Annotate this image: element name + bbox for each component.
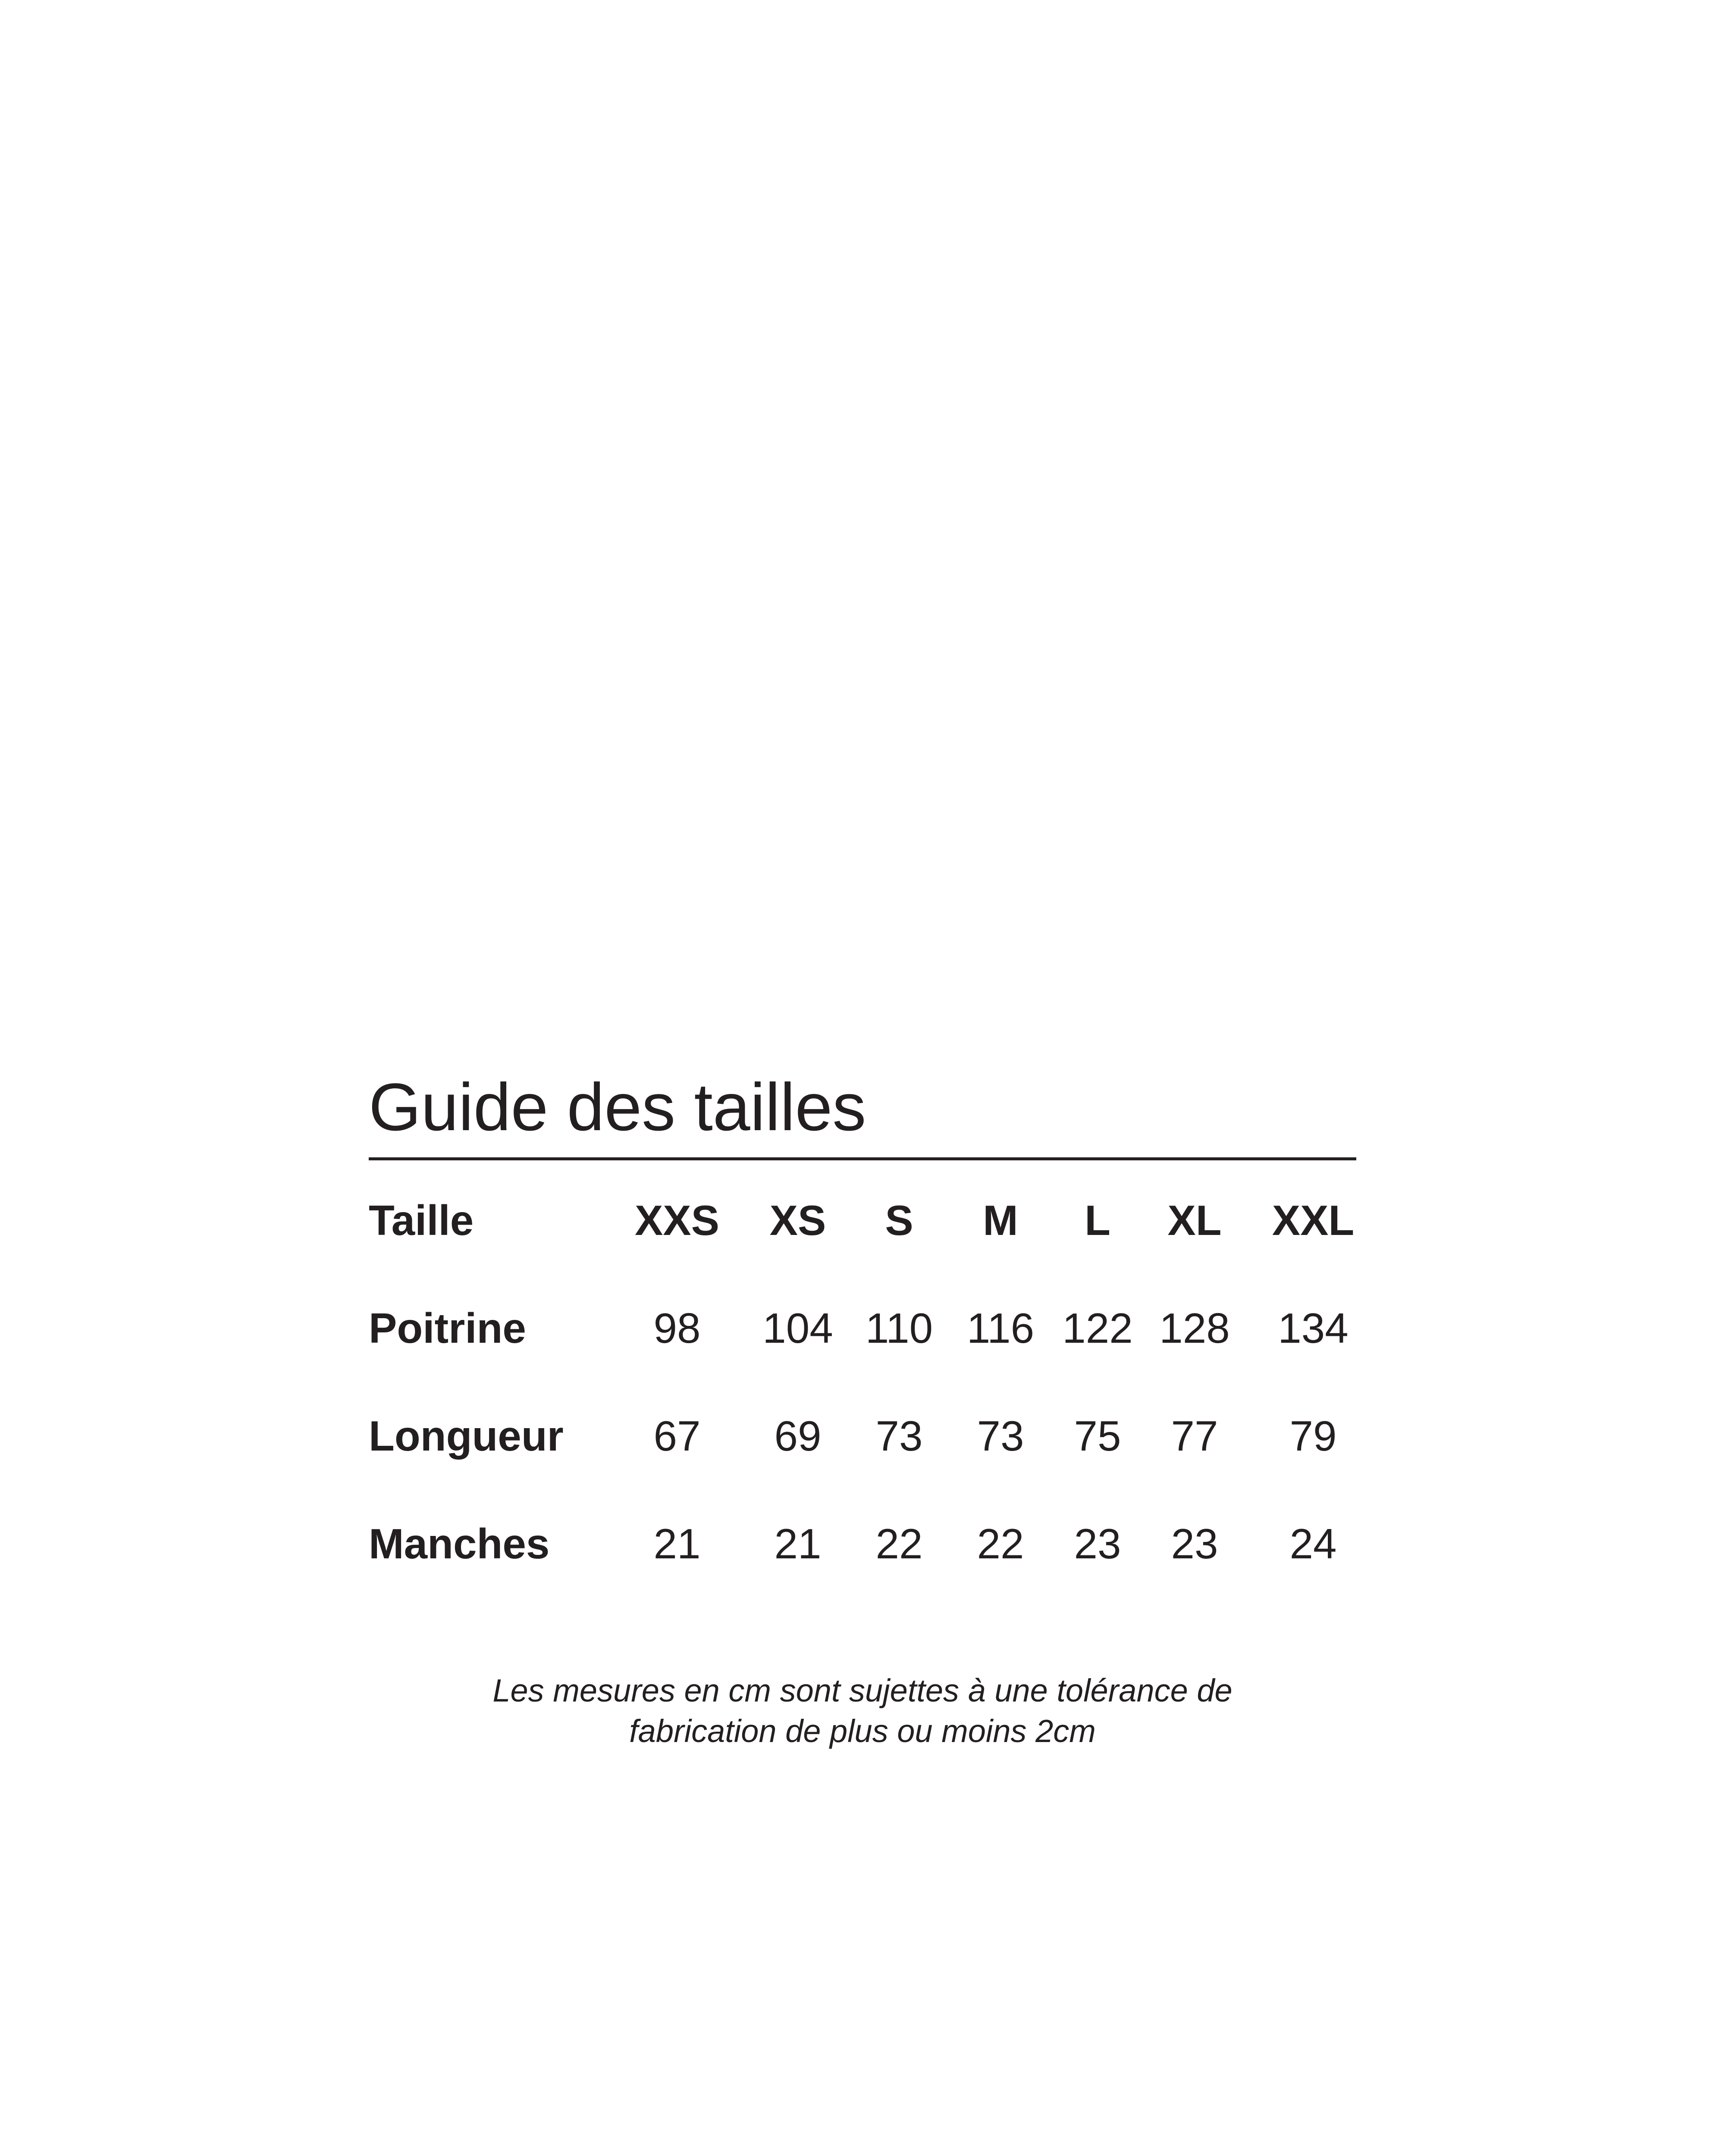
tolerance-note <box>369 1670 1356 1752</box>
size-xl: XL <box>1167 1197 1222 1244</box>
table-cell: 21 <box>653 1520 701 1567</box>
size-xs: XS <box>769 1197 826 1244</box>
table-cell: 73 <box>875 1412 923 1460</box>
page-title: Guide des tailles <box>369 1074 1356 1160</box>
table-cell: 24 <box>1289 1520 1337 1567</box>
table-cell: 98 <box>653 1304 701 1352</box>
row-label-manches: Manches <box>369 1520 550 1567</box>
table-cell: 116 <box>966 1304 1035 1352</box>
table-cell: 77 <box>1171 1412 1218 1460</box>
table-cell: 128 <box>1159 1304 1230 1352</box>
tolerance-note-line-1: Les mesures en cm sont sujettes à une tolérance de <box>492 1673 1233 1708</box>
size-table <box>369 1160 1356 1592</box>
tolerance-note-line-2: fabrication de plus ou moins 2cm <box>629 1713 1096 1749</box>
table-cell: 23 <box>1171 1520 1218 1567</box>
size-xxs: XXS <box>634 1197 720 1244</box>
table-cell: 23 <box>1074 1520 1121 1567</box>
size-m: M <box>983 1197 1018 1244</box>
table-cell: 104 <box>762 1304 833 1352</box>
table-cell: 67 <box>653 1412 701 1460</box>
size-s: S <box>885 1197 913 1244</box>
table-cell: 22 <box>977 1520 1024 1567</box>
size-l: L <box>1085 1197 1110 1244</box>
table-cell: 75 <box>1074 1412 1121 1460</box>
table-cell: 122 <box>1062 1304 1133 1352</box>
table-cell: 69 <box>774 1412 822 1460</box>
size-guide <box>369 1070 1356 1592</box>
table-cell: 22 <box>875 1520 923 1567</box>
table-cell: 21 <box>774 1520 822 1567</box>
row-label-longueur: Longueur <box>369 1412 564 1460</box>
size-header-label: Taille <box>369 1197 474 1244</box>
table-cell: 73 <box>977 1412 1024 1460</box>
table-cell: 134 <box>1278 1304 1349 1352</box>
table-cell: 79 <box>1289 1412 1337 1460</box>
size-xxl: XXL <box>1272 1197 1355 1244</box>
row-label-poitrine: Poitrine <box>369 1304 526 1352</box>
table-cell: 110 <box>865 1304 933 1352</box>
